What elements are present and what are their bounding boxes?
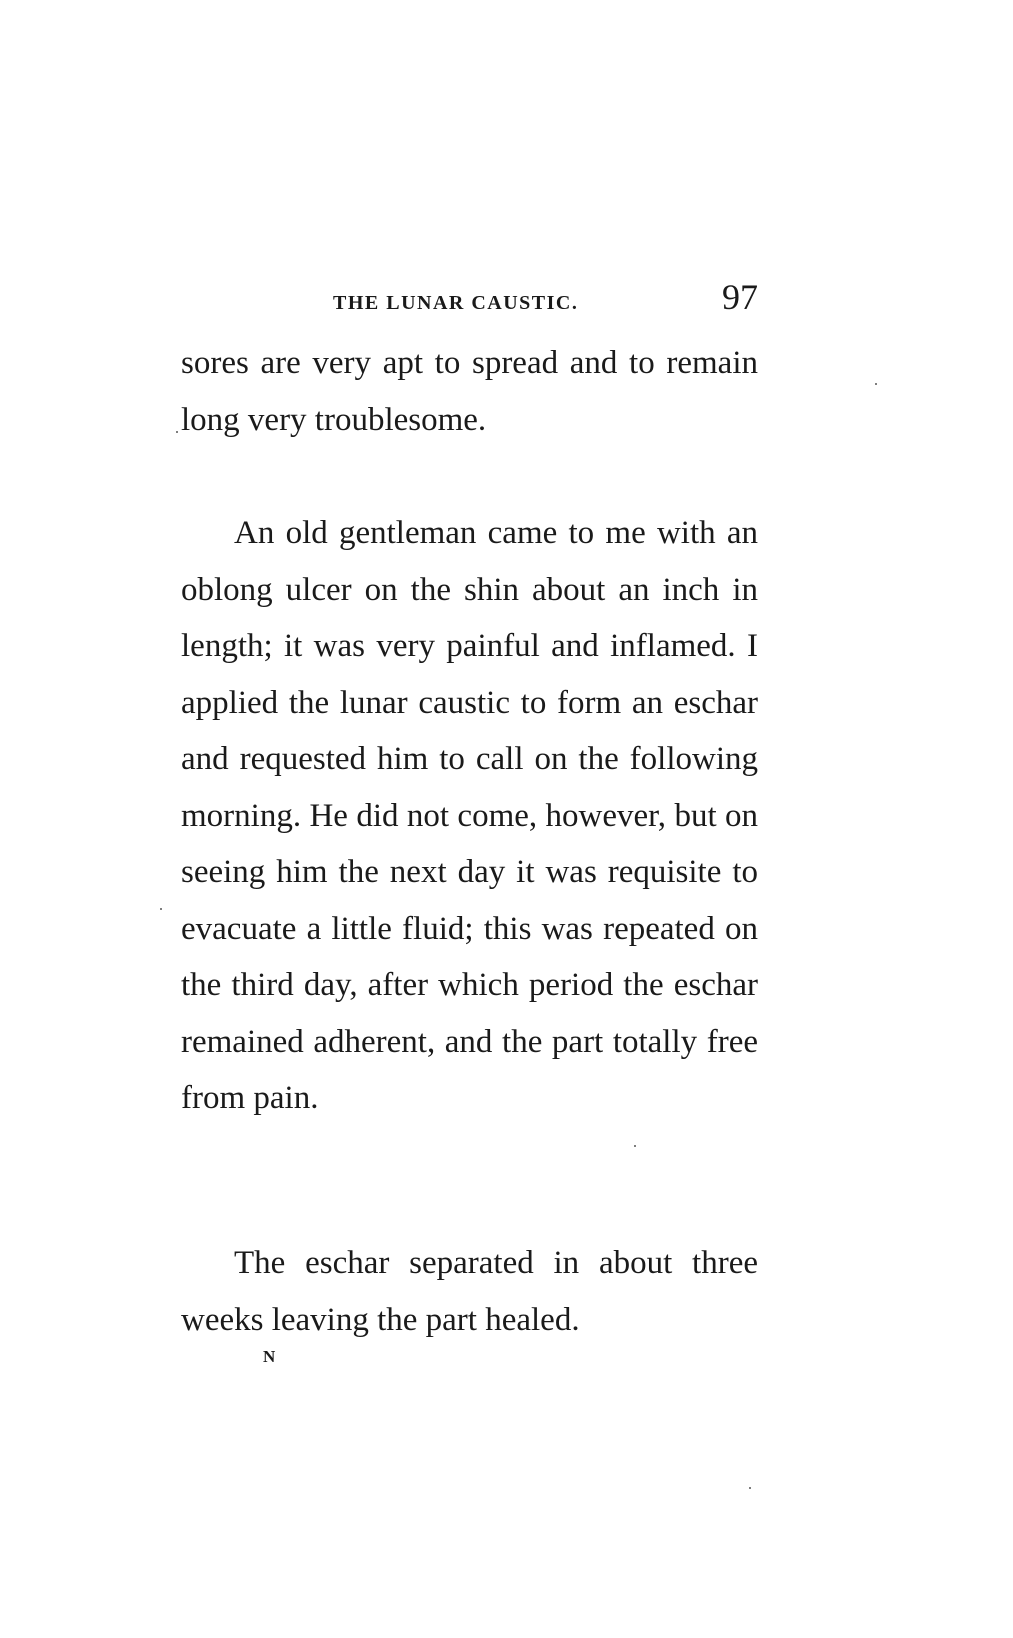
page-number: 97: [722, 277, 758, 317]
ink-speck: [875, 383, 877, 385]
running-head: [181, 268, 758, 328]
ink-speck: [634, 1145, 636, 1147]
ink-speck: [176, 431, 178, 433]
ink-speck: [160, 908, 162, 910]
paragraph: sores are very apt to spread and to remain long very troublesome.: [181, 345, 758, 438]
paragraph: An old gentleman came to me with an oblong ulcer on the shin about an inch in length; it was very painful and inflamed. I applied the lunar caustic to form an eschar and requested him to call on the following morning. He did not come, however, but on seeing him the next day it was requisite to evacuate a little fluid; this was repeated on the third day, after which period the eschar remained adherent, and the part totally free from pain.: [181, 515, 758, 1116]
ink-speck: [749, 1487, 751, 1489]
signature-mark: N: [263, 1347, 276, 1366]
paragraph: The eschar separated in about three weeks leaving the part healed.: [181, 1245, 758, 1338]
running-title: THE LUNAR CAUSTIC.: [333, 292, 579, 314]
